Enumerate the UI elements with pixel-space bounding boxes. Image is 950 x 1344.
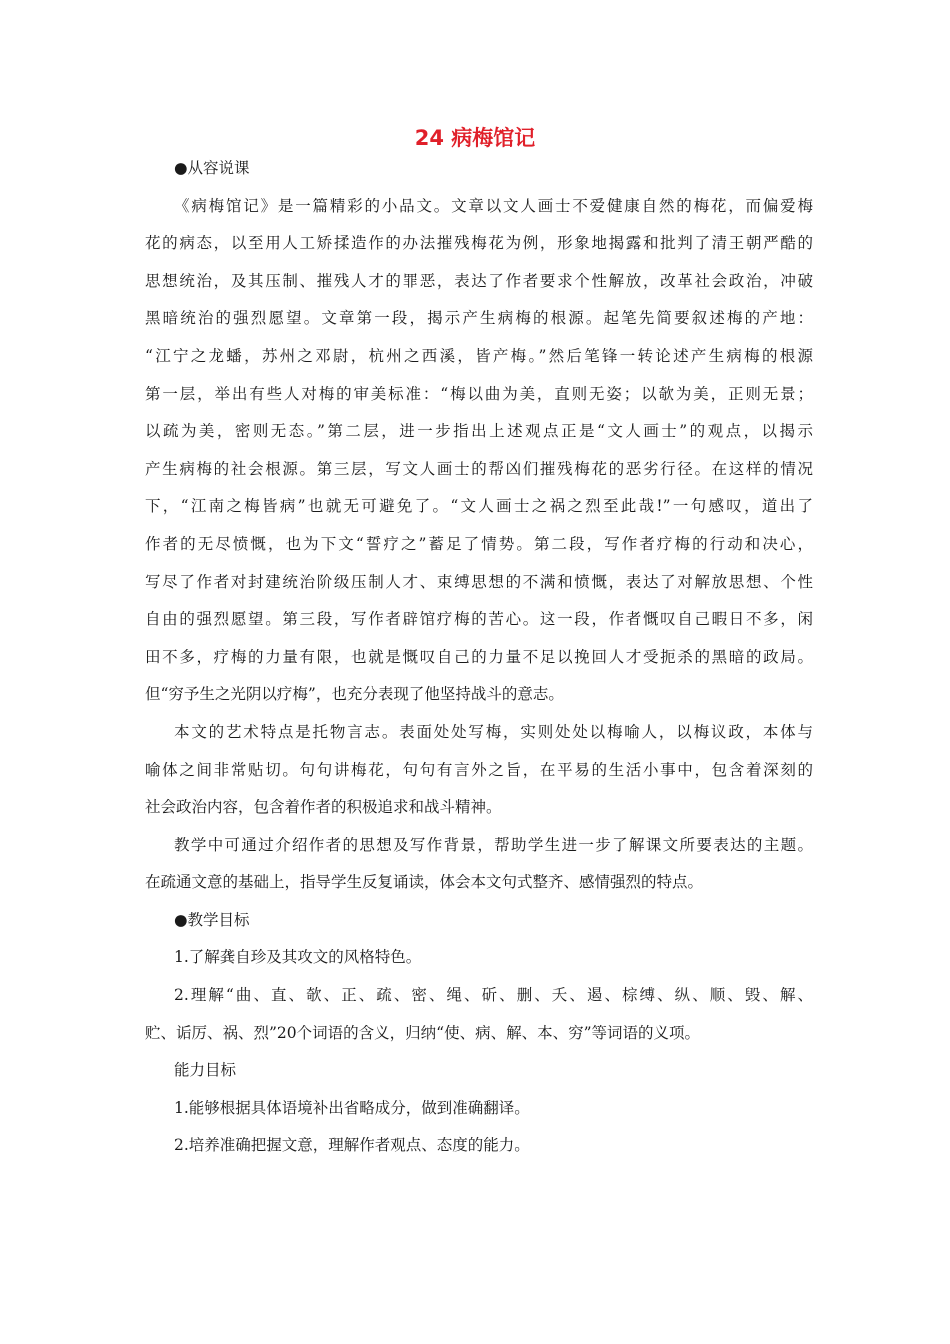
list-item-line: 2.培养准确把握文意，理解作者观点、态度的能力。: [174, 1136, 530, 1155]
list-item-line: 贮、诟厉、祸、烈”20个词语的含义，归纳“使、病、解、本、穷”等词语的义项。: [145, 1023, 700, 1042]
paragraph-line: 喻体之间非常贴切。句句讲梅花，句句有言外之旨，在平易的生活小事中，包含着深刻的: [145, 760, 813, 779]
paragraph-line: 黑暗统治的强烈愿望。文章第一段，揭示产生病梅的根源。起笔先简要叙述梅的产地：: [145, 309, 813, 328]
paragraph-line: 下，“江南之梅皆病”也就无可避免了。“文人画士之祸之烈至此哉!”一句感叹，道出了: [145, 497, 813, 516]
paragraph-line: 以疏为美，密则无态。”第二层，进一步指出上述观点正是“文人画士”的观点，以揭示: [145, 422, 813, 441]
document-body: [145, 150, 813, 1165]
paragraph-line: 第一层，举出有些人对梅的审美标准：“梅以曲为美，直则无姿；以欹为美，正则无景；: [145, 384, 813, 403]
list-item-line: 1.了解龚自珍及其攻文的风格特色。: [174, 948, 422, 967]
document-title: 24 病梅馆记: [414, 126, 536, 150]
paragraph-line: 但“穷予生之光阴以疗梅”，也充分表现了他坚持战斗的意志。: [145, 685, 564, 704]
list-item: [145, 977, 813, 1052]
paragraph-1: [145, 188, 813, 714]
paragraph-line: 自由的强烈愿望。第三段，写作者辟馆疗梅的苦心。这一段，作者慨叹自己暇日不多，闲: [145, 610, 813, 629]
paragraph-line: 产生病梅的社会根源。第三层，写文人画士的帮凶们摧残梅花的恶劣行径。在这样的情况: [145, 459, 813, 478]
paragraph-line: 田不多，疗梅的力量有限，也就是慨叹自己的力量不足以挽回人才受扼杀的黑暗的政局。: [145, 647, 813, 666]
list-item: [145, 939, 813, 977]
list-item-line: 1.能够根据具体语境补出省略成分，做到准确翻译。: [174, 1098, 530, 1117]
list-item-line: 2.理解“曲、直、欹、正、疏、密、绳、斫、删、夭、遏、棕缚、纵、顺、毁、解、: [174, 986, 813, 1005]
paragraph-line: 在疏通文意的基础上，指导学生反复诵读，体会本文句式整齐、感情强烈的特点。: [145, 873, 704, 892]
paragraph-line: 《病梅馆记》是一篇精彩的小品文。文章以文人画士不爱健康自然的梅花，而偏爱梅: [174, 196, 813, 215]
paragraph-line: 花的病态，以至用人工矫揉造作的办法摧残梅花为例，形象地揭露和批判了清王朝严酷的: [145, 234, 813, 253]
paragraph-line: 写尽了作者对封建统治阶级压制人才、束缚思想的不满和愤慨，表达了对解放思想、个性: [145, 572, 813, 591]
list-item: [145, 1090, 813, 1128]
paragraph-line: “江宁之龙蟠，苏州之邓尉，杭州之西溪，皆产梅。”然后笔锋一转论述产生病梅的根源: [145, 346, 813, 365]
section-heading-shuoke: ●从容说课: [174, 159, 250, 177]
section-heading-teaching-goals: ●教学目标: [174, 910, 250, 929]
paragraph-line: 思想统治，及其压制、摧残人才的罪恶，表达了作者要求个性解放，改革社会政治，冲破: [145, 271, 813, 290]
section-heading-ability-goals: 能力目标: [174, 1061, 237, 1080]
paragraph-2: [145, 714, 813, 827]
list-item: [145, 1127, 813, 1165]
paragraph-3: [145, 827, 813, 902]
paragraph-line: 作者的无尽愤慨，也为下文“誓疗之”蓄足了情势。第二段，写作者疗梅的行动和决心，: [145, 534, 813, 553]
paragraph-line: 本文的艺术特点是托物言志。表面处处写梅，实则处处以梅喻人，以梅议政，本体与: [174, 722, 813, 741]
paragraph-line: 社会政治内容，包含着作者的积极追求和战斗精神。: [145, 798, 502, 817]
paragraph-line: 教学中可通过介绍作者的思想及写作背景，帮助学生进一步了解课文所要表达的主题。: [174, 835, 813, 854]
